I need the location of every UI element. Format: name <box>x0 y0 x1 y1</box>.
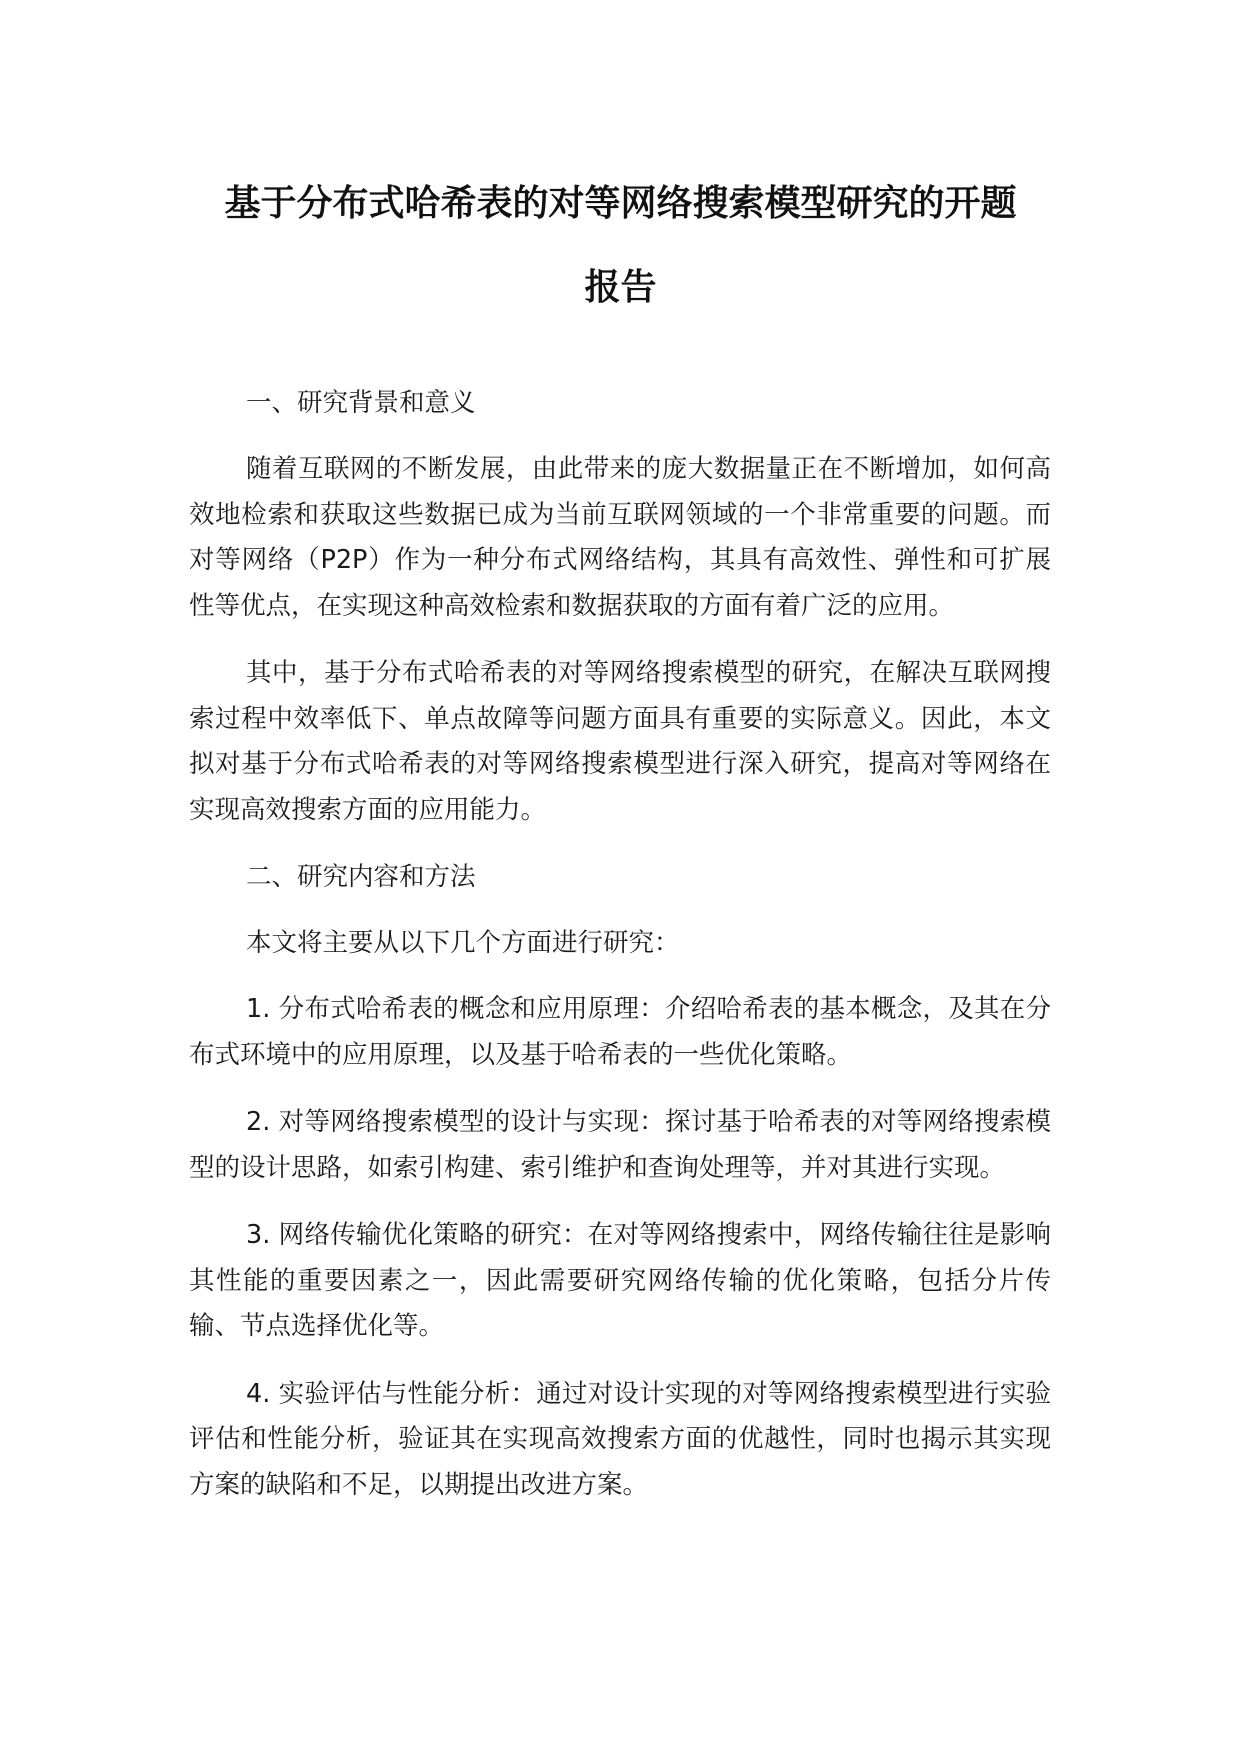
list-item: 2. 对等网络搜索模型的设计与实现：探讨基于哈希表的对等网络搜索模型的设计思路，如索引构建、索引维护和查询处理等，并对其进行实现。 <box>189 1107 1051 1183</box>
document-title-line-1: 基于分布式哈希表的对等网络搜索模型研究的开题 <box>224 183 1017 224</box>
paragraph: 其中，基于分布式哈希表的对等网络搜索模型的研究，在解决互联网搜索过程中效率低下、单点故障等问题方面具有重要的实际意义。因此，本文拟对基于分布式哈希表的对等网络搜索模型进行深入研究，提高对等网络在实现高效搜索方面的应用能力。 <box>189 658 1051 825</box>
section-intro: 本文将主要从以下几个方面进行研究： <box>246 928 680 958</box>
section-heading-content-methods: 二、研究内容和方法 <box>246 862 476 892</box>
list-item: 1. 分布式哈希表的概念和应用原理：介绍哈希表的基本概念，及其在分布式环境中的应用原理，以及基于哈希表的一些优化策略。 <box>189 994 1051 1070</box>
document-body <box>189 381 1051 1530</box>
section-heading-background: 一、研究背景和意义 <box>246 388 476 418</box>
list-item: 3. 网络传输优化策略的研究：在对等网络搜索中，网络传输往往是影响其性能的重要因素之一，因此需要研究网络传输的优化策略，包括分片传输、节点选择优化等。 <box>189 1220 1051 1341</box>
paragraph: 随着互联网的不断发展，由此带来的庞大数据量正在不断增加，如何高效地检索和获取这些数据已成为当前互联网领域的一个非常重要的问题。而对等网络（P2P）作为一种分布式网络结构，其具有高效性、弹性和可扩展性等优点，在实现这种高效检索和数据获取的方面有着广泛的应用。 <box>189 454 1051 621</box>
list-item: 4. 实验评估与性能分析：通过对设计实现的对等网络搜索模型进行实验评估和性能分析，验证其在实现高效搜索方面的优越性，同时也揭示其实现方案的缺陷和不足，以期提出改进方案。 <box>189 1378 1051 1500</box>
document-title-line-2: 报告 <box>584 267 657 308</box>
